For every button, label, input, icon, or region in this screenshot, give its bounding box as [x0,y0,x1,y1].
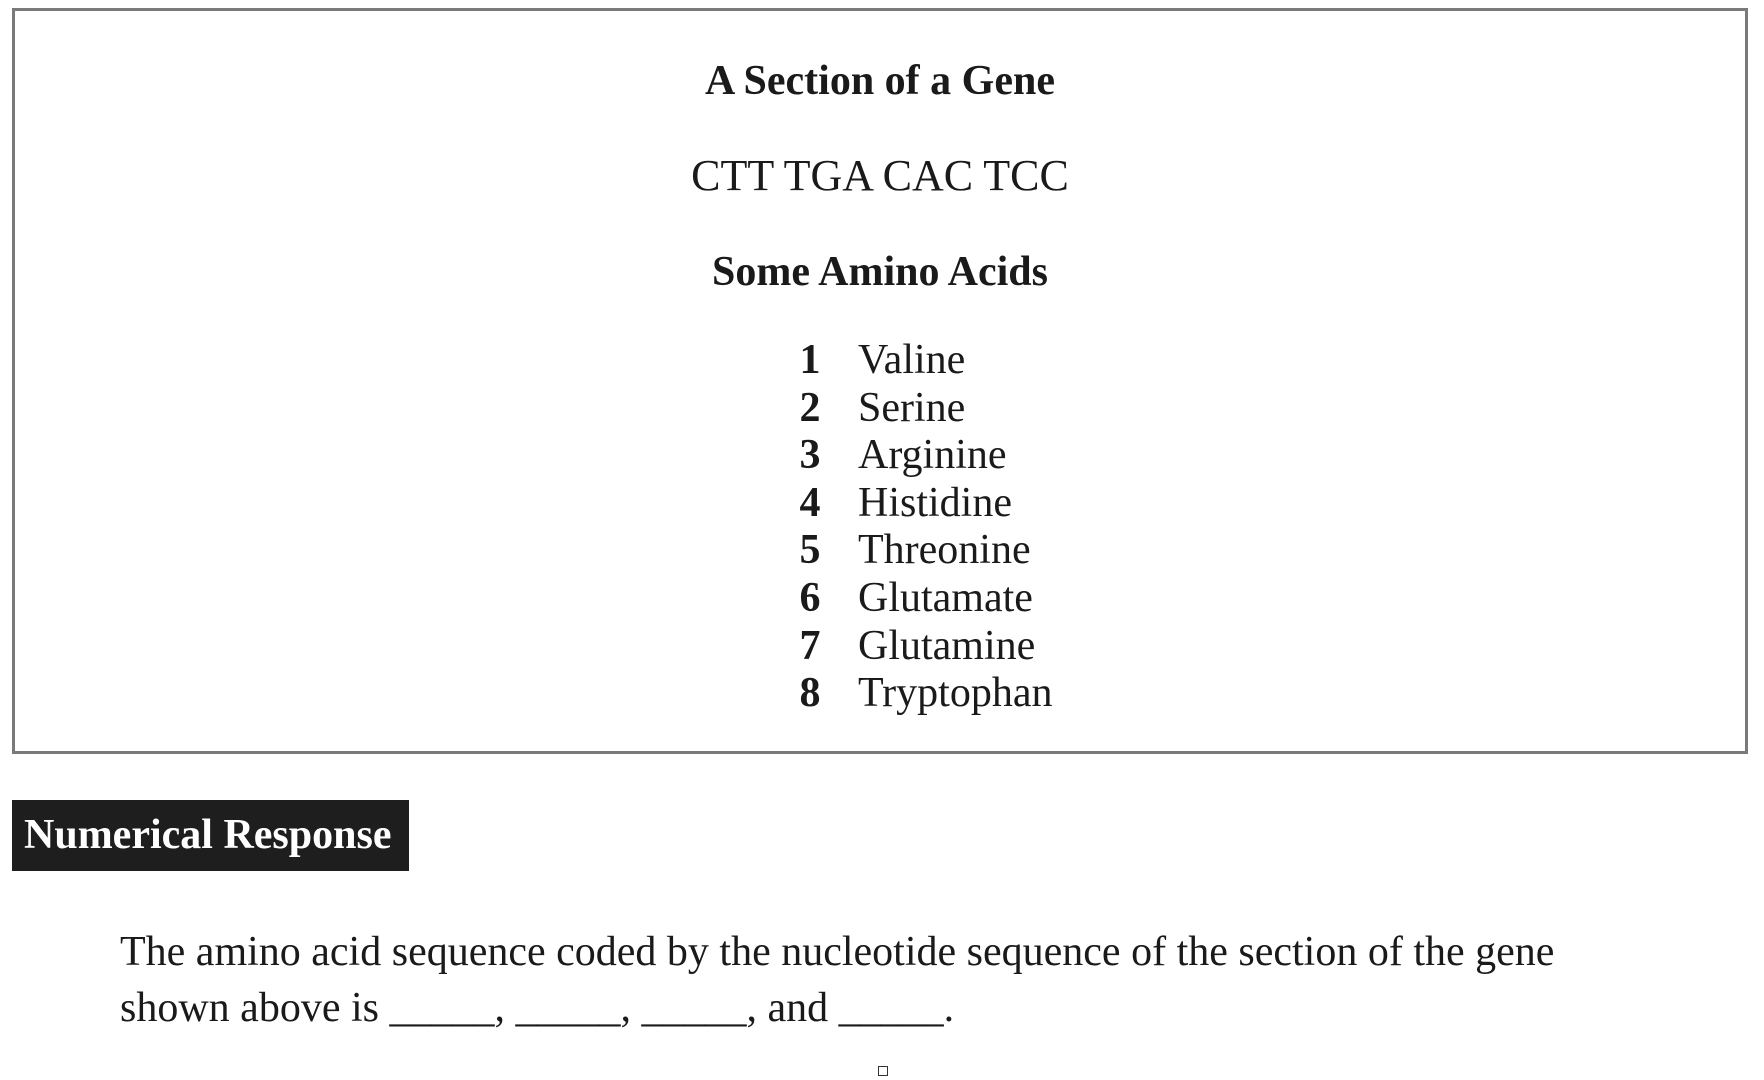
amino-acid-name: Histidine [858,479,1012,526]
question-line: The amino acid sequence coded by the nucleotide sequence of the section of the gene [120,929,1555,975]
amino-acid-number: 3 [799,432,821,479]
amino-acid-name: Serine [858,384,966,431]
question-line: shown above is _____, _____, _____, and _____. [120,985,955,1031]
amino-acid-name: Threonine [858,527,1031,574]
amino-acid-number: 2 [799,384,821,431]
gene-section-title: A Section of a Gene [705,58,1055,104]
amino-acid-name: Glutamate [858,574,1033,621]
amino-acid-item [790,432,1052,480]
gene-info-box [12,8,1748,754]
amino-acid-name: Valine [858,337,966,383]
amino-acid-number: 8 [799,670,821,717]
amino-acid-number: 6 [799,574,821,621]
amino-acid-item [790,337,1052,385]
amino-acid-item [790,623,1052,671]
amino-acid-name: Tryptophan [858,670,1053,717]
amino-acid-list [790,337,1052,718]
square-marker-icon [878,1066,888,1076]
amino-acid-item [790,527,1052,575]
amino-acid-name: Glutamine [858,622,1036,669]
question-text [120,924,1720,1036]
amino-acid-item [790,385,1052,433]
amino-acid-number: 5 [799,527,821,574]
amino-acid-number: 7 [799,622,821,669]
amino-acid-number: 1 [799,337,821,383]
amino-acid-number: 4 [799,479,821,526]
amino-acids-heading: Some Amino Acids [711,249,1049,295]
amino-acid-item [790,670,1052,718]
amino-acid-item [790,575,1052,623]
numerical-response-label: Numerical Response [12,800,409,871]
amino-acid-name: Arginine [858,432,1007,479]
amino-acid-item [790,480,1052,528]
nucleotide-sequence: CTT TGA CAC TCC [691,151,1069,200]
